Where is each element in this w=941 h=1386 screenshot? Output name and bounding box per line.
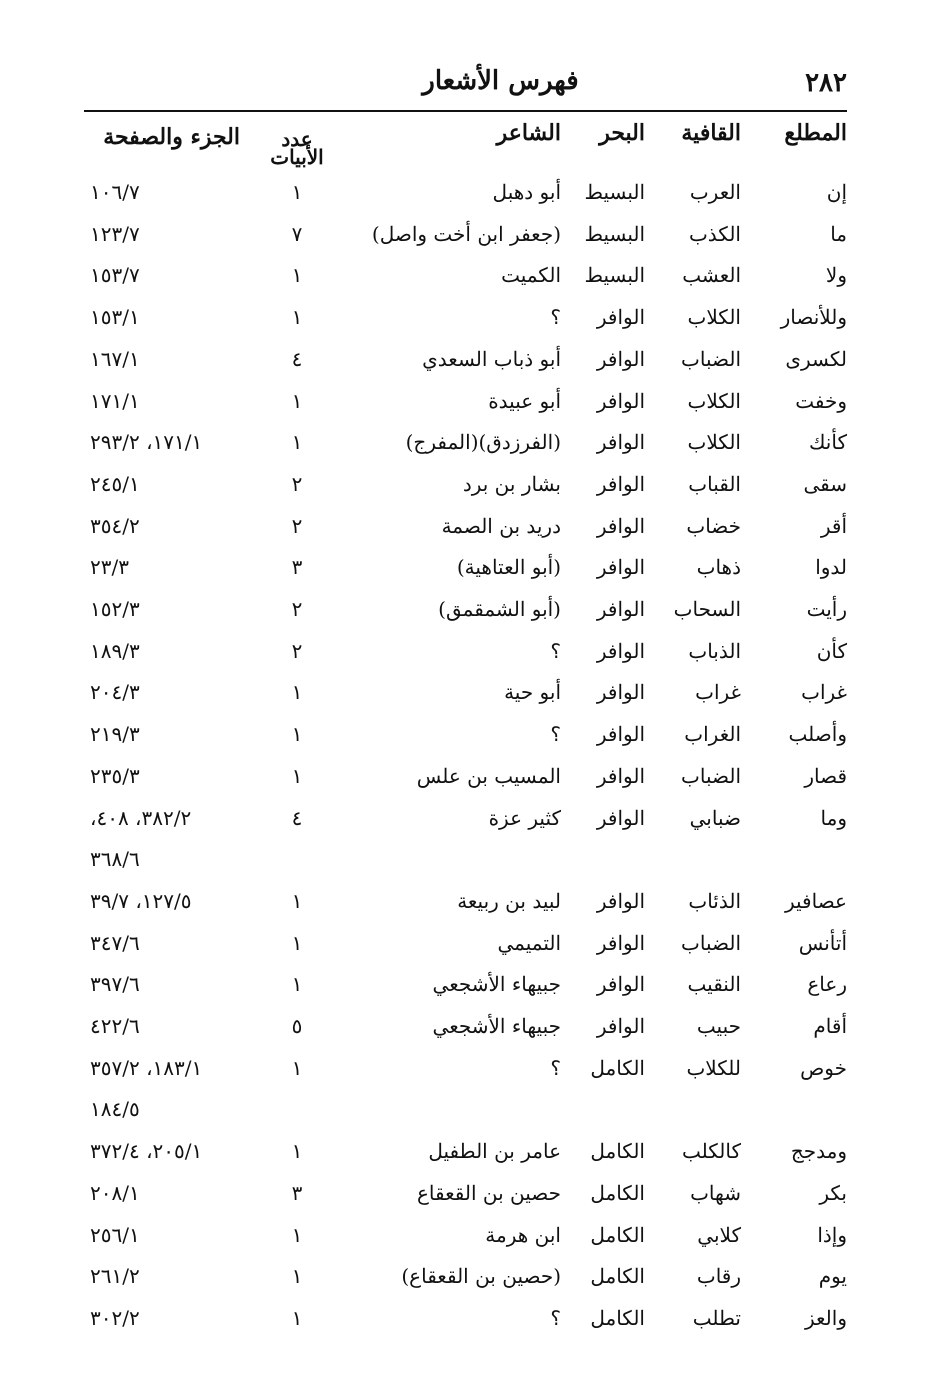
row-bahr: الكامل xyxy=(590,1223,645,1247)
header-bahr: البحر xyxy=(599,120,645,146)
row-ref: ٣٤٧/٦ xyxy=(90,931,140,955)
row-bahr: الوافر xyxy=(596,597,645,621)
row-bahr: البسيط xyxy=(584,263,645,287)
row-bahr: الوافر xyxy=(596,555,645,579)
row-ref: ١٧١/١ xyxy=(90,389,140,413)
row-adad: ١ xyxy=(291,430,303,454)
row-ref: ١٨٤/٥ xyxy=(90,1097,140,1121)
row-bahr: الوافر xyxy=(596,514,645,538)
row-qafiya: ضبابي xyxy=(689,806,741,830)
row-ref: ٢٠٤/٣ xyxy=(90,680,140,704)
row-qafiya: ذهاب xyxy=(696,555,741,579)
row-matla: إن xyxy=(826,180,847,204)
row-matla: بكر xyxy=(819,1181,847,1205)
row-adad: ٧ xyxy=(291,222,303,246)
row-matla: قصار xyxy=(804,764,847,788)
row-shaer: أبو عبيدة xyxy=(488,389,561,413)
row-bahr: الوافر xyxy=(596,472,645,496)
row-adad: ٤ xyxy=(291,806,303,830)
row-bahr: الكامل xyxy=(590,1181,645,1205)
row-ref: ٢١٩/٣ xyxy=(90,722,140,746)
row-bahr: البسيط xyxy=(584,222,645,246)
page-number: ٢٨٢ xyxy=(805,68,847,98)
row-adad: ١ xyxy=(291,1306,303,1330)
row-ref: ١٢٣/٧ xyxy=(90,222,140,246)
row-bahr: الوافر xyxy=(596,639,645,663)
row-bahr: الوافر xyxy=(596,305,645,329)
row-shaer: جبيهاء الأشجعي xyxy=(432,972,561,996)
row-adad: ٢ xyxy=(291,514,303,538)
row-ref: ١٨٩/٣ xyxy=(90,639,140,663)
row-ref: ١٥٢/٣ xyxy=(90,597,140,621)
row-adad: ١ xyxy=(291,305,303,329)
row-bahr: الكامل xyxy=(590,1139,645,1163)
row-bahr: الكامل xyxy=(590,1306,645,1330)
row-matla: سقى xyxy=(803,472,847,496)
row-qafiya: شهاب xyxy=(690,1181,741,1205)
row-qafiya: خضاب xyxy=(686,514,741,538)
row-qafiya: العشب xyxy=(682,263,741,287)
row-ref: ٢٠٥/١، ٣٧٢/٤ xyxy=(90,1139,203,1163)
row-ref: ٣٦٨/٦ xyxy=(90,847,140,871)
row-matla: عصافير xyxy=(784,889,847,913)
row-shaer: المسيب بن علس xyxy=(416,764,561,788)
row-adad: ١ xyxy=(291,680,303,704)
row-adad: ٤ xyxy=(291,347,303,371)
row-ref: ١٢٧/٥، ٣٩/٧ xyxy=(90,889,192,913)
row-shaer: ابن هرمة xyxy=(485,1223,561,1247)
row-qafiya: القباب xyxy=(688,472,741,496)
row-adad: ١ xyxy=(291,389,303,413)
row-matla: أقر xyxy=(820,514,847,538)
row-qafiya: الذباب xyxy=(688,639,741,663)
row-shaer: أبو دهبل xyxy=(492,180,561,204)
row-bahr: الوافر xyxy=(596,389,645,413)
row-bahr: الكامل xyxy=(590,1264,645,1288)
row-adad: ١ xyxy=(291,1264,303,1288)
row-shaer: بشار بن برد xyxy=(462,472,561,496)
row-matla: وما xyxy=(820,806,847,830)
row-qafiya: الذئاب xyxy=(688,889,741,913)
row-bahr: الوافر xyxy=(596,430,645,454)
row-adad: ١ xyxy=(291,972,303,996)
row-shaer: ؟ xyxy=(550,305,561,329)
row-shaer: كثير عزة xyxy=(488,806,561,830)
row-shaer: ؟ xyxy=(550,1056,561,1080)
row-adad: ٣ xyxy=(291,1181,303,1205)
row-ref: ٢٠٨/١ xyxy=(90,1181,140,1205)
row-shaer: (أبو العتاهية) xyxy=(456,555,561,579)
row-ref: ٣٩٧/٦ xyxy=(90,972,140,996)
row-shaer: دريد بن الصمة xyxy=(441,514,561,538)
row-shaer: أبو ذباب السعدي xyxy=(422,347,561,371)
row-shaer: ؟ xyxy=(550,1306,561,1330)
row-adad: ١ xyxy=(291,722,303,746)
row-bahr: الوافر xyxy=(596,889,645,913)
row-shaer: الكميت xyxy=(501,263,561,287)
row-bahr: الوافر xyxy=(596,680,645,704)
row-adad: ١ xyxy=(291,764,303,788)
row-bahr: الوافر xyxy=(596,1014,645,1038)
row-qafiya: الكذب xyxy=(688,222,741,246)
row-bahr: الكامل xyxy=(590,1056,645,1080)
row-ref: ١٥٣/١ xyxy=(90,305,140,329)
row-adad: ٢ xyxy=(291,597,303,621)
row-bahr: الوافر xyxy=(596,722,645,746)
row-qafiya: كلابي xyxy=(697,1223,741,1247)
page-title: فهرس الأشعار xyxy=(422,66,579,96)
row-matla: أقام xyxy=(813,1014,847,1038)
header-ref: الجزء والصفحة xyxy=(103,124,240,150)
row-adad: ١ xyxy=(291,180,303,204)
row-qafiya: تطلب xyxy=(692,1306,741,1330)
row-shaer: (حصين بن القعقاع) xyxy=(401,1264,561,1288)
row-qafiya: الكلاب xyxy=(687,430,741,454)
row-qafiya: النقيب xyxy=(687,972,741,996)
row-qafiya: الضباب xyxy=(681,931,741,955)
row-shaer: لبيد بن ربيعة xyxy=(457,889,561,913)
row-matla: ولا xyxy=(825,263,847,287)
row-bahr: الوافر xyxy=(596,764,645,788)
row-shaer: عامر بن الطفيل xyxy=(428,1139,561,1163)
row-ref: ٤٢٢/٦ xyxy=(90,1014,140,1038)
row-matla: غراب xyxy=(801,680,847,704)
row-qafiya: الكلاب xyxy=(687,389,741,413)
row-qafiya: الضباب xyxy=(681,347,741,371)
row-shaer: جبيهاء الأشجعي xyxy=(432,1014,561,1038)
row-matla: وأصلب xyxy=(788,722,847,746)
row-adad: ٢ xyxy=(291,472,303,496)
row-ref: ٣٠٢/٢ xyxy=(90,1306,140,1330)
header-adad: عدد الأبيات xyxy=(270,127,324,169)
row-bahr: الوافر xyxy=(596,972,645,996)
row-matla: لكسرى xyxy=(785,347,847,371)
row-bahr: الوافر xyxy=(596,931,645,955)
row-qafiya: للكلاب xyxy=(686,1056,741,1080)
row-adad: ١ xyxy=(291,1139,303,1163)
row-shaer: التميمي xyxy=(497,931,561,955)
row-shaer: ؟ xyxy=(550,722,561,746)
row-matla: رأيت xyxy=(806,597,847,621)
row-bahr: الوافر xyxy=(596,806,645,830)
row-matla: وللأنصار xyxy=(780,305,847,329)
row-matla: وإذا xyxy=(817,1223,847,1247)
row-matla: لدوا xyxy=(815,555,847,579)
row-matla: يوم xyxy=(818,1264,847,1288)
row-adad: ٥ xyxy=(291,1014,303,1038)
row-adad: ٣ xyxy=(291,555,303,579)
row-adad: ١ xyxy=(291,931,303,955)
row-qafiya: الغراب xyxy=(684,722,741,746)
row-adad: ٢ xyxy=(291,639,303,663)
row-matla: والعز xyxy=(805,1306,847,1330)
row-ref: ١٦٧/١ xyxy=(90,347,140,371)
row-matla: كأن xyxy=(816,639,847,663)
row-ref: ٣٥٤/٢ xyxy=(90,514,140,538)
row-matla: رعاع xyxy=(807,972,847,996)
row-matla: أتأنس xyxy=(798,931,847,955)
row-ref: ١٨٣/١، ٣٥٧/٢ xyxy=(90,1056,203,1080)
row-ref: ٢٣٥/٣ xyxy=(90,764,140,788)
row-ref: ١٠٦/٧ xyxy=(90,180,140,204)
row-matla: خوص xyxy=(800,1056,847,1080)
row-shaer: أبو حية xyxy=(504,680,561,704)
row-matla: ما xyxy=(830,222,847,246)
row-qafiya: الضباب xyxy=(681,764,741,788)
row-qafiya: كالكلب xyxy=(681,1139,741,1163)
row-qafiya: رقاب xyxy=(696,1264,741,1288)
row-ref: ٢٤٥/١ xyxy=(90,472,140,496)
row-ref: ٢٥٦/١ xyxy=(90,1223,140,1247)
row-shaer: (أبو الشمقمق) xyxy=(438,597,561,621)
row-shaer: (الفرزدق)(المفرج) xyxy=(405,430,561,454)
row-qafiya: حبيب xyxy=(696,1014,741,1038)
row-shaer: ؟ xyxy=(550,639,561,663)
row-adad: ١ xyxy=(291,889,303,913)
row-ref: ٣٨٢/٢، ٤٠٨، xyxy=(90,806,192,830)
row-ref: ٢٣/٣ xyxy=(90,555,129,579)
row-qafiya: غراب xyxy=(695,680,741,704)
row-matla: كأنك xyxy=(808,430,847,454)
row-adad: ١ xyxy=(291,263,303,287)
header-rule xyxy=(84,110,847,112)
row-ref: ١٧١/١، ٢٩٣/٢ xyxy=(90,430,203,454)
row-adad: ١ xyxy=(291,1056,303,1080)
row-bahr: البسيط xyxy=(584,180,645,204)
row-qafiya: الكلاب xyxy=(687,305,741,329)
header-matla: المطلع xyxy=(784,120,847,146)
row-shaer: حصين بن القعقاع xyxy=(416,1181,561,1205)
row-qafiya: السحاب xyxy=(673,597,741,621)
header-shaer: الشاعر xyxy=(496,120,561,146)
row-qafiya: العرب xyxy=(689,180,741,204)
row-shaer: (جعفر ابن أخت واصل) xyxy=(371,222,561,246)
row-matla: وخفت xyxy=(795,389,847,413)
row-ref: ١٥٣/٧ xyxy=(90,263,140,287)
row-adad: ١ xyxy=(291,1223,303,1247)
row-ref: ٢٦١/٢ xyxy=(90,1264,140,1288)
row-bahr: الوافر xyxy=(596,347,645,371)
header-qafiya: القافية xyxy=(681,120,741,146)
row-matla: ومدجج xyxy=(790,1139,847,1163)
